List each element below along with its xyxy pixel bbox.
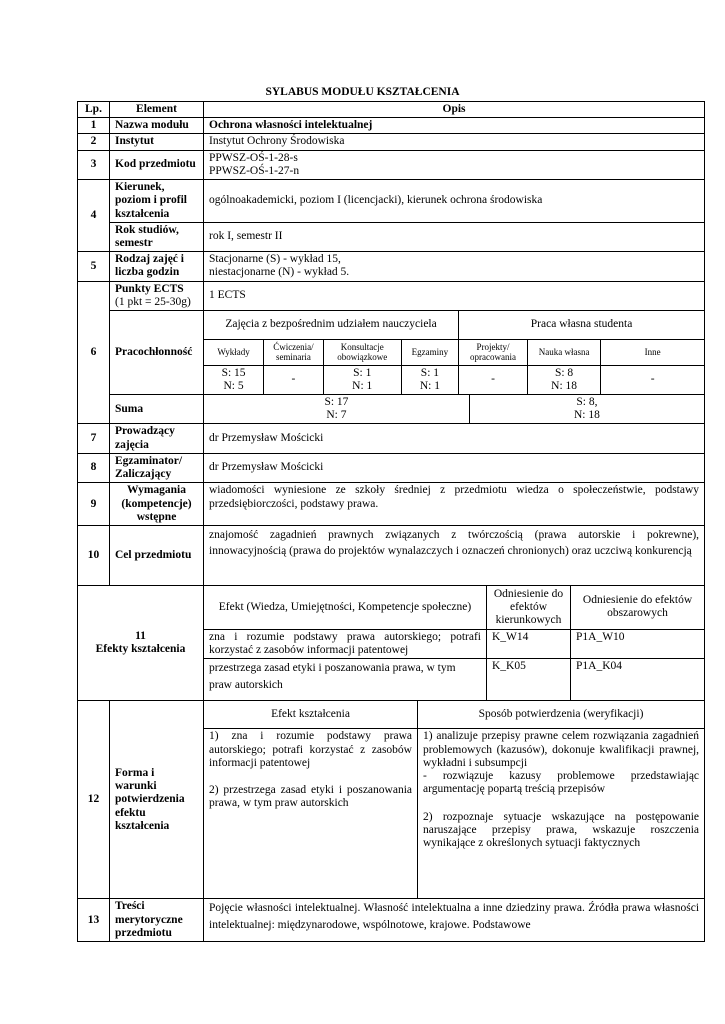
suma-s: S: 8,: [576, 396, 598, 408]
directional-ref: K_K05: [487, 659, 571, 701]
suma-n: N: 7: [326, 409, 347, 422]
verification-method-header: Sposób potwierdzenia (weryfikacji): [418, 701, 705, 729]
row-6-workload: [78, 311, 705, 395]
verification-method-2: 2) rozpoznaje sytuacje wskazujące na postępowanie naruszające przepisy prawa, wskazuje roszczenia wynikające z określonych sytuacji faktycznych: [423, 810, 700, 849]
row-label: Forma i warunki potwierdzenia efektu kształcenia: [110, 701, 204, 899]
ects-label: Punkty ECTS: [115, 282, 184, 295]
row-number: 7: [78, 424, 110, 453]
val-projekty: -: [459, 365, 528, 394]
course-content: Pojęcie własności intelektualnej. Własność intelektualna a inne dziedziny prawa. Źródła prawa własności intelektualnej: międzynarodowe, wspólnotowe, krajowe. Podstawowe: [204, 899, 705, 942]
course-code: [204, 150, 705, 179]
val-n: N: 5: [223, 379, 244, 392]
row-8: [78, 453, 705, 482]
year-semester: rok I, semestr II: [204, 222, 705, 251]
row-number: 5: [78, 252, 110, 281]
val-cwiczenia: -: [264, 365, 324, 394]
col-inne: Inne: [601, 339, 704, 365]
row-label: Suma: [110, 395, 204, 424]
val-egzaminy: [401, 365, 458, 394]
row-12-header: [78, 701, 705, 729]
course-objective: znajomość zagadnień prawnych związanych z twórczością (prawa autorskie i pokrewne), innowacyjnością (prawa do projektów wynalazczych i oznaczeń chronionych) oraz uczciwą konkurencją: [204, 525, 705, 585]
row-number: 1: [78, 118, 110, 134]
suma-s: S: 17: [324, 396, 349, 408]
verification-method-1: 1) analizuje przepisy prawne celem rozwiązania zagadnień problemowych (kazusów), dokonuje kwalifikacji prawnej, wykładni i subsumpcji: [423, 730, 700, 769]
group-teacher: Zajęcia z bezpośrednim udziałem nauczyciela: [204, 311, 459, 339]
val-s: S: 15: [221, 366, 246, 379]
row-label: Treści merytoryczne przedmiotu: [110, 899, 204, 942]
course-code-s: PPWSZ-OŚ-1-28-s: [209, 151, 298, 164]
col-egzaminy: Egzaminy: [401, 339, 458, 365]
class-hours-n: niestacjonarne (N) - wykład 5.: [209, 266, 350, 279]
course-code-n: PPWSZ-OŚ-1-27-n: [209, 164, 300, 177]
row-number: 9: [78, 483, 110, 526]
row-7: [78, 424, 705, 453]
row-label: Rodzaj zajęć i liczba godzin: [110, 252, 204, 281]
row-number: 11: [135, 629, 146, 642]
row-number: 3: [78, 150, 110, 179]
val-konsultacje: [323, 365, 401, 394]
row-number: 10: [78, 525, 110, 585]
row-number: 2: [78, 134, 110, 150]
verification-outcome-2: 2) przestrzega zasad etyki i poszanowania prawa, w tym praw autorskich: [209, 784, 412, 810]
suma-grid: [204, 395, 705, 424]
row-10: [78, 525, 705, 585]
verification-method-1b: - rozwiązuje kazusy problemowe przedstawiając argumentację popartą treścią przepisów: [423, 770, 700, 796]
row-number: 4: [78, 180, 110, 252]
row-6-suma: [78, 395, 705, 424]
suma-teacher: [204, 395, 469, 423]
row-9: [78, 483, 705, 526]
col-projekty: Projekty/ opracowania: [459, 339, 528, 365]
row-number: 13: [78, 899, 110, 942]
row-label: Kod przedmiotu: [110, 150, 204, 179]
row-13: [78, 899, 705, 942]
row-number: 6: [78, 281, 110, 424]
val-s: S: 1: [420, 366, 440, 379]
header-opis: Opis: [204, 102, 705, 118]
directional-ref: K_W14: [487, 629, 571, 658]
val-n: N: 18: [551, 379, 578, 392]
prerequisites: wiadomości wyniesione ze szkoły średniej z przedmiotu wiedza o społeczeństwie, podstawy przedsiębiorczości, podstawy prawa.: [204, 483, 705, 526]
area-ref-header: Odniesienie do efektów obszarowych: [571, 585, 705, 629]
verification-methods: [418, 729, 705, 899]
verification-outcomes: [204, 729, 418, 899]
row-4: [78, 180, 705, 223]
val-n: N: 1: [352, 379, 373, 392]
institute: Instytut Ochrony Środowiska: [204, 134, 705, 150]
outcome-text: przestrzega zasad etyki i poszanowania prawa, w tym praw autorskich: [204, 659, 487, 701]
suma-self: [469, 395, 704, 423]
col-cwiczenia: Ćwiczenia/ seminaria: [264, 339, 324, 365]
row-3: [78, 150, 705, 179]
col-nauka: Nauka własna: [527, 339, 600, 365]
row-1: [78, 118, 705, 134]
area-ref: P1A_W10: [571, 629, 705, 658]
row-label: Rok studiów, semestr: [110, 222, 204, 251]
row-label: Kierunek, poziom i profil kształcenia: [110, 180, 204, 223]
val-s: S: 8: [554, 366, 574, 379]
outcome-text: zna i rozumie podstawy prawa autorskiego; potrafi korzystać z zasobów informacji patentowej: [204, 629, 487, 658]
val-nauka: [527, 365, 600, 394]
workload-grid: [204, 311, 705, 395]
row-label: [110, 281, 204, 310]
learning-outcomes-label: [78, 585, 204, 700]
suma-table: [204, 395, 704, 423]
row-label: Cel przedmiotu: [110, 525, 204, 585]
verification-outcome-1: 1) zna i rozumie podstawy prawa autorskiego; potrafi korzystać z zasobów informacji patentowej: [209, 730, 412, 769]
page-title: SYLABUS MODUŁU KSZTAŁCENIA: [265, 86, 460, 98]
row-6-ects: [78, 281, 705, 310]
row-number: 8: [78, 453, 110, 482]
row-label: Egzaminator/ Zaliczający: [110, 453, 204, 482]
examiner: dr Przemysław Mościcki: [204, 453, 705, 482]
row-label: Wymagania (kompetencje) wstępne: [110, 483, 204, 526]
val-s: S: 1: [353, 366, 372, 379]
lecturer: dr Przemysław Mościcki: [204, 424, 705, 453]
workload-table: [204, 311, 704, 394]
row-number: 12: [78, 701, 110, 899]
verification-outcome-header: Efekt kształcenia: [204, 701, 418, 729]
row-2: [78, 134, 705, 150]
area-ref: P1A_K04: [571, 659, 705, 701]
row-label: Prowadzący zajęcia: [110, 424, 204, 453]
row-11-header: [78, 585, 705, 629]
row-5: [78, 252, 705, 281]
class-hours-s: Stacjonarne (S) - wykład 15,: [209, 253, 341, 266]
row-label: Instytut: [110, 134, 204, 150]
col-konsultacje: Konsultacje obowiązkowe: [323, 339, 401, 365]
syllabus-table: [77, 101, 705, 942]
module-name: Ochrona własności intelektualnej: [204, 118, 705, 134]
row-label: Nazwa modułu: [110, 118, 204, 134]
val-n: N: 1: [419, 379, 440, 392]
row-label: Efekty kształcenia: [95, 643, 186, 656]
suma-n: N: 18: [574, 409, 600, 422]
field-of-study: ogólnoakademicki, poziom I (licencjacki), kierunek ochrona środowiska: [204, 180, 705, 223]
header-element: Element: [110, 102, 204, 118]
group-self: Praca własna studenta: [459, 311, 704, 339]
row-label: Pracochłonność: [110, 311, 204, 395]
ects-value: 1 ECTS: [204, 281, 705, 310]
col-wyklady: Wykłady: [204, 339, 264, 365]
outcome-header: Efekt (Wiedza, Umiejętności, Kompetencje społeczne): [204, 585, 487, 629]
directional-ref-header: Odniesienie do efektów kierunkowych: [487, 585, 571, 629]
class-hours: [204, 252, 705, 281]
row-4b: [78, 222, 705, 251]
val-wyklady: [204, 365, 264, 394]
val-inne: -: [601, 365, 704, 394]
header-lp: Lp.: [78, 102, 110, 118]
ects-note: (1 pkt = 25-30g): [115, 295, 191, 308]
